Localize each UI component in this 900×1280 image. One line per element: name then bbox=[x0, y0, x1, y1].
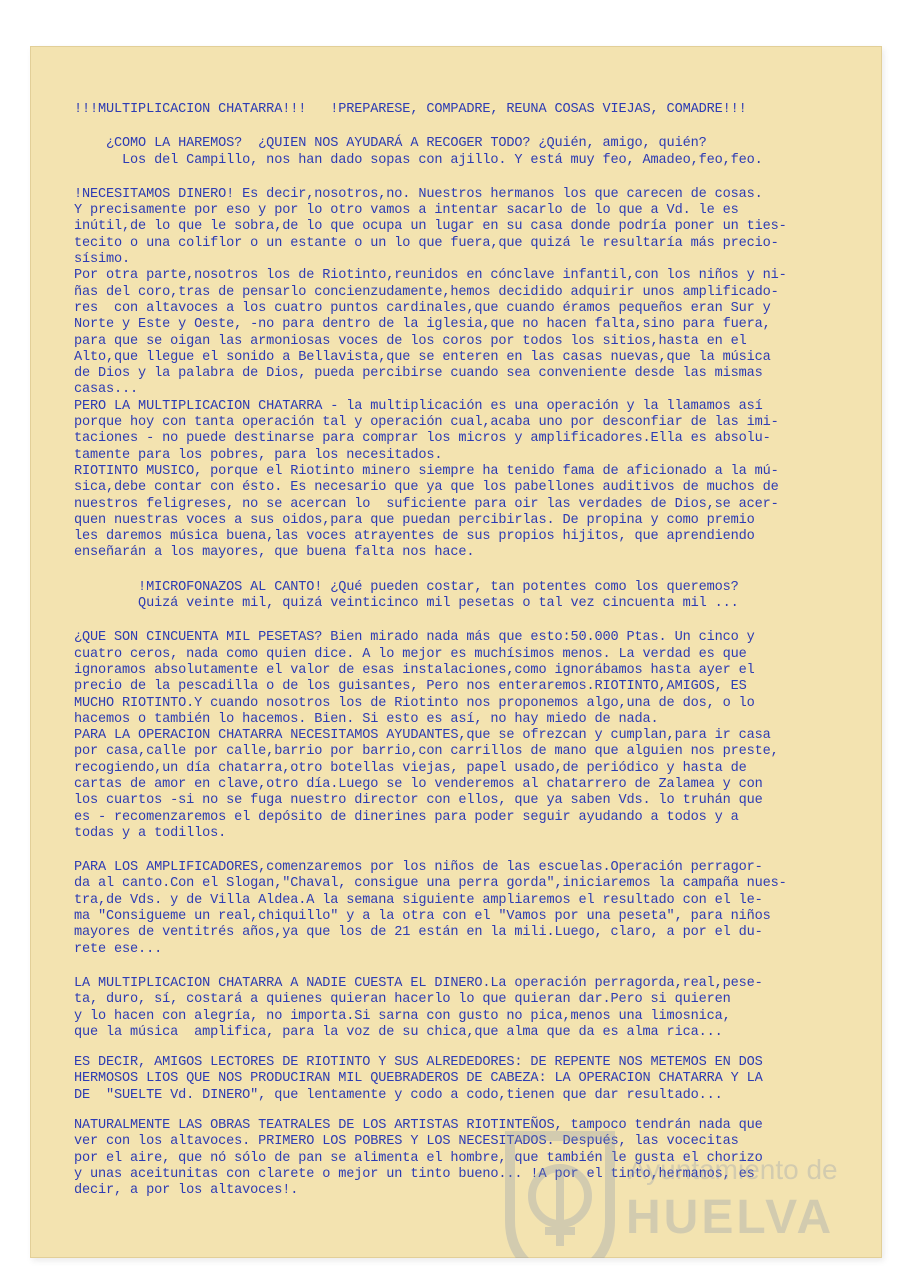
watermark-line-1: Ayuntamiento de bbox=[628, 1154, 838, 1185]
text-line: ta, duro, sí, costará a quienes quieran hacerlo lo que quieran dar.Pero si quieren bbox=[74, 992, 731, 1008]
text-line: tecito o una coliflor o un estante o un lo que fuera,que quizá le resultaría más precio- bbox=[74, 235, 779, 251]
text-line: Por otra parte,nosotros los de Riotinto,reunidos en cónclave infantil,con los niños y ni- bbox=[74, 268, 787, 284]
typed-sheet bbox=[30, 46, 882, 1258]
text-line: enseñarán a los mayores, que buena falta nos hace. bbox=[74, 545, 475, 561]
text-line: taciones - no puede destinarse para comprar los micros y amplificadores.Ella es absolu- bbox=[74, 431, 771, 447]
text-line: Norte y Este y Oeste, -no para dentro de la iglesia,que no hacen falta,sino para fuera, bbox=[74, 317, 771, 333]
watermark-line-2: HUELVA bbox=[626, 1191, 835, 1244]
text-line: ES DECIR, AMIGOS LECTORES DE RIOTINTO Y SUS ALREDEDORES: DE REPENTE NOS METEMOS EN DOS bbox=[74, 1055, 763, 1071]
text-line: decir, a por los altavoces!. bbox=[74, 1183, 299, 1199]
text-line: RIOTINTO MUSICO, porque el Riotinto minero siempre ha tenido fama de aficionado a la mú- bbox=[74, 463, 779, 479]
text-line: DE "SUELTE Vd. DINERO", que lentamente y codo a codo,tienen que dar resultado... bbox=[74, 1087, 723, 1103]
typewritten-text bbox=[74, 102, 860, 1200]
text-line: rete ese... bbox=[74, 941, 163, 957]
text-line: !MICROFONAZOS AL CANTO! ¿Qué pueden costar, tan potentes como los queremos? bbox=[74, 579, 739, 595]
text-line: PERO LA MULTIPLICACION CHATARRA - la multiplicación es una operación y la llamamos así bbox=[74, 398, 763, 414]
text-line: NATURALMENTE LAS OBRAS TEATRALES DE LOS ARTISTAS RIOTINTEÑOS, tampoco tendrán nada que bbox=[74, 1118, 763, 1134]
intro-question: ¿COMO LA HAREMOS? ¿QUIEN NOS AYUDARÁ A RECOGER TODO? ¿Quién, amigo, quién? bbox=[74, 136, 707, 152]
headline: !!!MULTIPLICACION CHATARRA!!! !PREPARESE, COMPADRE, REUNA COSAS VIEJAS, COMADRE!!! bbox=[74, 102, 747, 117]
text-line: y unas aceitunitas con clarete o mejor un tinto bueno... !A por el tinto,hermanos, es bbox=[74, 1166, 755, 1182]
text-line: HERMOSOS LIOS QUE NOS PRODUCIRAN MIL QUEBRADEROS DE CABEZA: LA OPERACION CHATARRA Y LA bbox=[74, 1071, 763, 1087]
text-line: casas... bbox=[74, 382, 139, 398]
text-line: ñas del coro,tras de pensarlo concienzudamente,hemos decidido adquirir unos amplificado- bbox=[74, 284, 779, 300]
text-line: mayores de ventitrés años,ya que los de 21 están en la mili.Luego, claro, a por el du- bbox=[74, 925, 763, 941]
text-line: LA MULTIPLICACION CHATARRA A NADIE CUESTA EL DINERO.La operación perragorda,real,pese- bbox=[74, 975, 763, 991]
text-line: porque hoy con tanta operación tal y operación cual,acaba uno por desconfiar de las imi- bbox=[74, 415, 779, 431]
text-line: ¿QUE SON CINCUENTA MIL PESETAS? Bien mirado nada más que esto:50.000 Ptas. Un cinco y bbox=[74, 630, 755, 646]
text-line: hacemos o también lo hacemos. Bien. Si esto es así, no hay miedo de nada. bbox=[74, 711, 659, 727]
text-line: ignoramos absolutamente el valor de esas instalaciones,como ignorábamos hasta ayer el bbox=[74, 662, 755, 678]
text-line: !NECESITAMOS DINERO! Es decir,nosotros,no. Nuestros hermanos los que carecen de cosas. bbox=[74, 186, 763, 202]
intro-line: Los del Campillo, nos han dado sopas con ajillo. Y está muy feo, Amadeo,feo,feo. bbox=[74, 152, 763, 168]
text-line: para que se oigan las armoniosas voces de los coros por todos los sitios,hasta en el bbox=[74, 333, 747, 349]
text-line: precio de la pescadilla o de los guisantes, Pero nos enteraremos.RIOTINTO,AMIGOS, ES bbox=[74, 679, 747, 695]
text-line: nuestros feligreses, no se acercan lo suficiente para oir las verdades de Dios,se acer- bbox=[74, 496, 779, 512]
text-line: ma "Consigueme un real,chiquillo" y a la otra con el "Vamos por una peseta", para niños bbox=[74, 909, 771, 925]
text-line: quen nuestras voces a sus oidos,para que puedan percibirlas. De propina y como premio bbox=[74, 512, 755, 528]
text-line: y lo hacen con alegría, no importa.Si sarna con gusto no pica,menos una limosnica, bbox=[74, 1008, 731, 1024]
text-line: da al canto.Con el Slogan,"Chaval, consigue una perra gorda",iniciaremos la campaña nues- bbox=[74, 876, 787, 892]
city-seal-icon bbox=[500, 1126, 620, 1258]
archive-watermark bbox=[500, 1126, 880, 1258]
text-line: Quizá veinte mil, quizá veinticinco mil pesetas o tal vez cincuenta mil ... bbox=[74, 596, 739, 612]
text-line: Y precisamente por eso y por lo otro vamos a intentar sacarlo de lo que a Vd. le es bbox=[74, 203, 739, 219]
text-line: sísimo. bbox=[74, 252, 131, 268]
text-line: sica,debe contar con ésto. Es necesario que ya que los pabellones auditivos de muchos de bbox=[74, 480, 779, 496]
text-line: recogiendo,un día chatarra,otro botellas viejas, papel usado,de periódico y hasta de bbox=[74, 760, 747, 776]
text-line: los cuartos -si no se fuga nuestro director con ellos, que ya saben Vds. lo truhán que bbox=[74, 793, 763, 809]
text-line: es - recomenzaremos el depósito de dinerines para poder seguir ayudando a todos y a bbox=[74, 809, 739, 825]
text-line: por el aire, que nó sólo de pan se alimenta el hombre, que también le gusta el chorizo bbox=[74, 1150, 763, 1166]
text-line: tra,de Vds. y de Villa Aldea.A la semana siguiente ampliaremos el resultado con el le- bbox=[74, 892, 763, 908]
text-line: ver con los altavoces. PRIMERO LOS POBRES Y LOS NECESITADOS. Después, las vocecitas bbox=[74, 1134, 739, 1150]
text-line: Alto,que llegue el sonido a Bellavista,que se enteren en las casas nuevas,que la música bbox=[74, 349, 771, 365]
text-line: de Dios y la palabra de Dios, pueda percibirse cuando sea conveniente desde las mismas bbox=[74, 366, 763, 382]
text-line: que la música amplifica, para la voz de su chica,que alma que da es alma rica... bbox=[74, 1024, 723, 1040]
text-line: inútil,de lo que le sobra,de lo que ocupa un lugar en su casa donde podría poner un ties- bbox=[74, 219, 787, 235]
text-line: cuatro ceros, nada como quien dice. A lo mejor es muchísimos menos. La verdad es que bbox=[74, 646, 747, 662]
text-line: PARA LOS AMPLIFICADORES,comenzaremos por los niños de las escuelas.Operación perragor- bbox=[74, 860, 763, 876]
text-line: les daremos música buena,las voces atrayentes de sus propios hijitos, que aprendiendo bbox=[74, 529, 755, 545]
text-line: MUCHO RIOTINTO.Y cuando nosotros los de Riotinto nos proponemos algo,una de dos, o lo bbox=[74, 695, 755, 711]
text-line: cartas de amor en clave,otro día.Luego se lo venderemos al chatarrero de Zalamea y con bbox=[74, 776, 763, 792]
text-line: todas y a todillos. bbox=[74, 825, 227, 841]
text-line: tamente para los pobres, para los necesitados. bbox=[74, 447, 443, 463]
text-line: res con altavoces a los cuatro puntos cardinales,que cuando éramos pequeños eran Sur y bbox=[74, 300, 771, 316]
text-line: por casa,calle por calle,barrio por barrio,con carrillos de mano que alguien nos preste, bbox=[74, 744, 779, 760]
text-line: PARA LA OPERACION CHATARRA NECESITAMOS AYUDANTES,que se ofrezcan y cumplan,para ir casa bbox=[74, 728, 771, 744]
